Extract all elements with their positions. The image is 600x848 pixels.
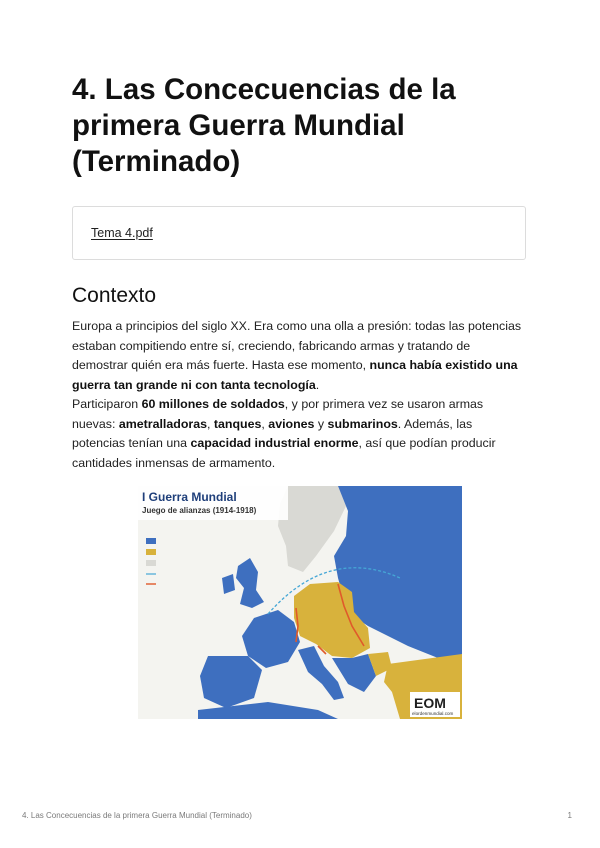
bold-run: aviones (268, 416, 315, 431)
alliance-map-image (138, 486, 462, 719)
legend-swatch-entente (146, 538, 156, 544)
bold-run: tanques (213, 416, 262, 431)
bold-run: ametralladoras (118, 416, 207, 431)
bold-run: nunca había existido una guerra tan grande ni con tanta tecnología (72, 358, 518, 392)
text-run: , (261, 416, 269, 431)
legend-swatch-neutral (146, 560, 156, 566)
map-brand: EOM (414, 695, 446, 711)
text-run: , (207, 416, 214, 431)
text-run: . (315, 377, 320, 392)
bold-run: capacidad industrial enorme (190, 436, 359, 450)
map-subtitle: Juego de alianzas (1914-1918) (142, 506, 257, 515)
attachment-block (72, 206, 526, 260)
footer-title: 4. Las Concecuencias de la primera Guerra Mundial (Terminado) (22, 811, 252, 820)
text-run: , y por primera vez se usaron armas nuevas: (72, 397, 484, 431)
paragraph-participants (72, 395, 528, 473)
alliance-map-svg (138, 486, 462, 719)
text-run: , así que podían producir cantidades inmensas de armamento. (72, 436, 496, 470)
section-heading: Contexto (72, 284, 157, 307)
text-run: Europa a principios del siglo XX. Era como una olla a presión: todas las potencias estaban compitiendo entre sí, creciendo, fabricando armas y tratando de demostrar quién era más fuerte. Hasta ese momento, (72, 319, 522, 372)
footer-page-number: 1 (567, 811, 572, 820)
legend-swatch-central (146, 549, 156, 555)
paragraph-context (72, 317, 528, 395)
map-title: I Guerra Mundial (142, 490, 237, 504)
attachment-link[interactable]: Tema 4.pdf (91, 226, 153, 240)
text-run: y (314, 416, 328, 431)
map-brand-url: elordenmundial.com (412, 711, 454, 716)
text-run: . Además, las potencias tenían una (72, 416, 473, 450)
bold-run: submarinos (327, 416, 398, 431)
page-title: 4. Las Concecuencias de la primera Guerra Mundial (Terminado) (72, 73, 456, 178)
text-run: Participaron (72, 397, 142, 411)
bold-run: 60 millones de soldados (141, 397, 285, 411)
